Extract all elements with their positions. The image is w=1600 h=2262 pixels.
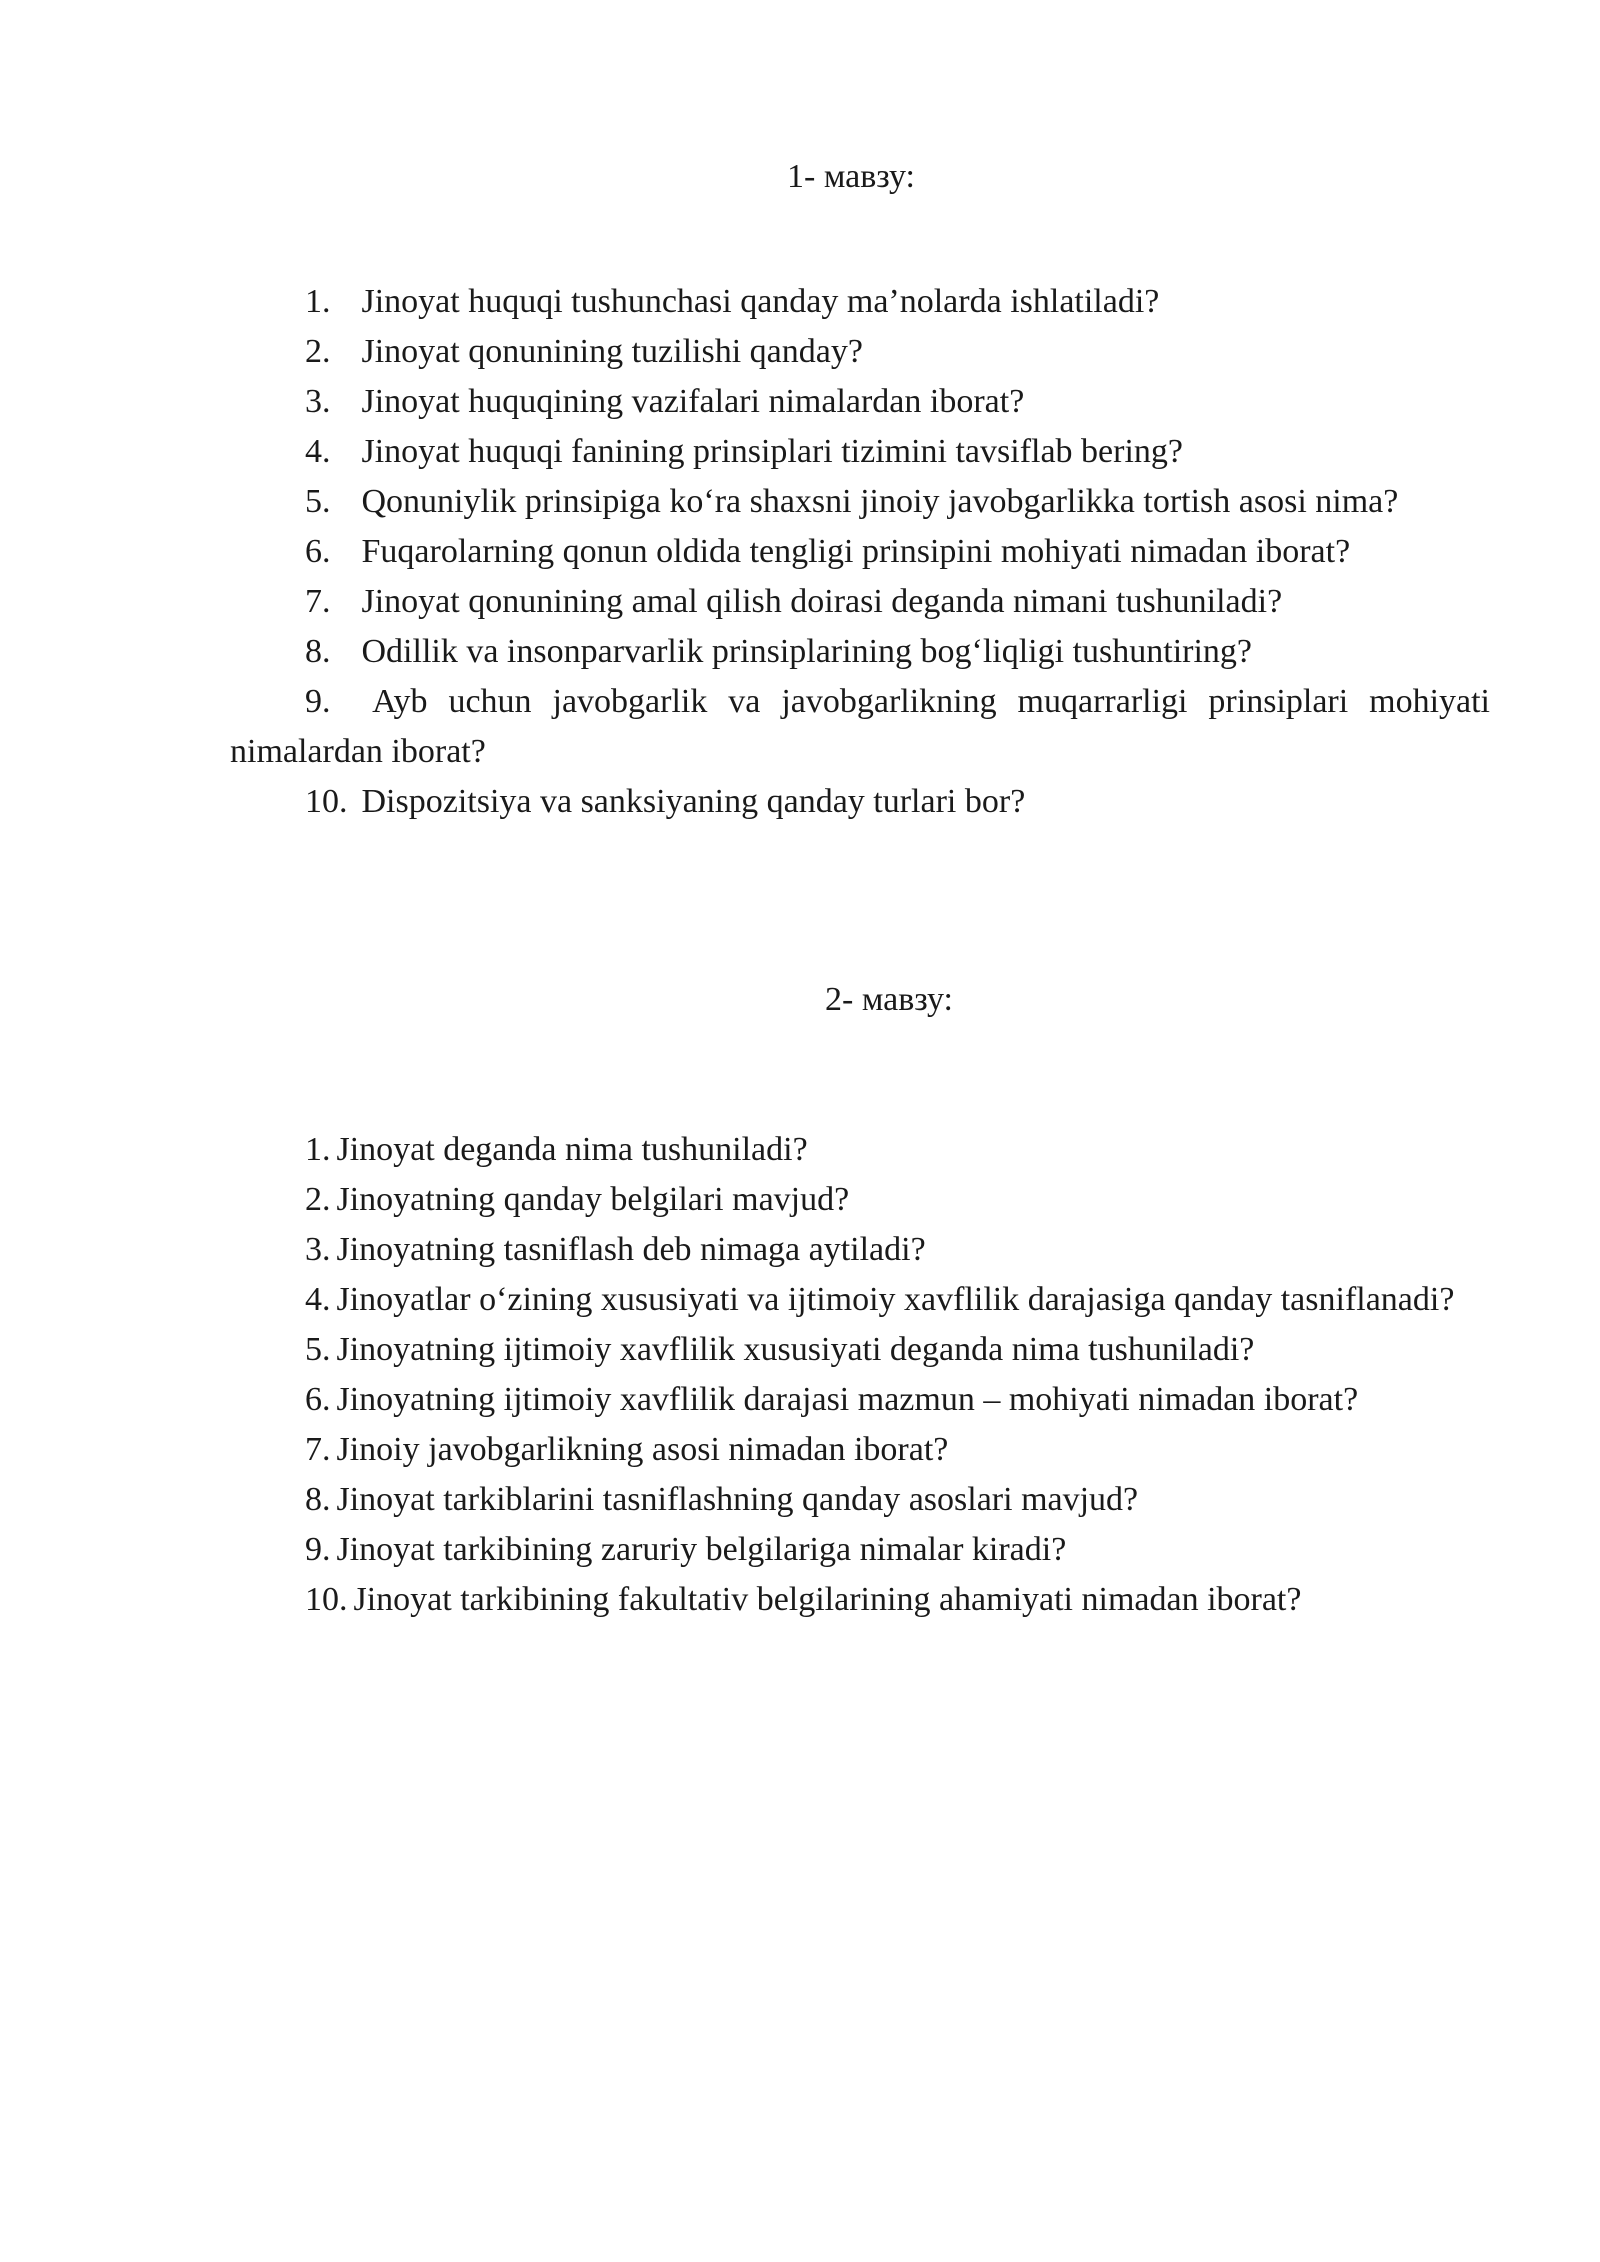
question-text: Jinoyat qonunining amal qilish doirasi deganda nimani tushuniladi? — [361, 583, 1283, 620]
list-item — [230, 777, 1490, 827]
question-number: 10. — [305, 783, 348, 820]
question-number: 6. — [305, 533, 331, 570]
list-item — [230, 627, 1490, 677]
question-text: Jinoyatlar o‘zining xususiyati va ijtimoiy xavflilik darajasiga qanday tasniflanadi? — [336, 1281, 1455, 1318]
question-number: 6. — [305, 1381, 331, 1418]
question-text: Jinoyatning qanday belgilari mavjud? — [336, 1181, 850, 1218]
question-text: Jinoyat tarkibining zaruriy belgilariga nimalar kiradi? — [336, 1531, 1067, 1568]
question-text: Jinoiy javobgarlikning asosi nimadan iborat? — [336, 1431, 949, 1468]
question-number: 9. — [305, 683, 331, 720]
question-number: 9. — [305, 1531, 331, 1568]
question-text: Jinoyat huquqining vazifalari nimalardan iborat? — [361, 383, 1025, 420]
question-text: Jinoyat huquqi fanining prinsiplari tizimini tavsiflab bering? — [361, 433, 1184, 470]
list-item — [230, 477, 1490, 527]
list-item — [230, 577, 1490, 627]
question-number: 4. — [305, 1281, 331, 1318]
section-2-question-list — [230, 1125, 1490, 1625]
question-text: Jinoyatning ijtimoiy xavflilik darajasi mazmun – mohiyati nimadan iborat? — [336, 1381, 1359, 1418]
section-1-question-list — [230, 277, 1490, 827]
question-text: Odillik va insonparvarlik prinsiplarining bog‘liqligi tushuntiring? — [361, 633, 1253, 670]
question-number: 1. — [305, 283, 331, 320]
list-item — [230, 1175, 1490, 1225]
question-text: Jinoyatning ijtimoiy xavflilik xususiyati deganda nima tushuniladi? — [336, 1331, 1255, 1368]
question-text: Jinoyat tarkiblarini tasniflashning qanday asoslari mavjud? — [336, 1481, 1139, 1518]
list-item — [230, 1475, 1490, 1525]
list-item — [230, 1125, 1490, 1175]
list-item — [230, 677, 1490, 777]
list-item — [230, 277, 1490, 327]
list-item — [230, 1575, 1490, 1625]
list-item — [230, 1225, 1490, 1275]
question-text: Dispozitsiya va sanksiyaning qanday turlari bor? — [361, 783, 1026, 820]
question-number: 4. — [305, 433, 331, 470]
question-text: Jinoyat huquqi tushunchasi qanday ma’nolarda ishlatiladi? — [361, 283, 1160, 320]
question-number: 10. — [305, 1581, 348, 1618]
question-text: Ayb uchun javobgarlik va javobgarlikning muqarrarligi prinsiplari mohiyati nimalardan iborat? — [230, 683, 1491, 770]
question-text: Jinoyat qonunining tuzilishi qanday? — [361, 333, 863, 370]
question-number: 8. — [305, 633, 331, 670]
list-item — [230, 1375, 1490, 1425]
list-item — [230, 1275, 1490, 1325]
question-text: Jinoyat deganda nima tushuniladi? — [336, 1131, 808, 1168]
question-number: 3. — [305, 1231, 331, 1268]
question-number: 5. — [305, 483, 331, 520]
question-text: Jinoyat tarkibining fakultativ belgilarining ahamiyati nimadan iborat? — [353, 1581, 1302, 1618]
list-item — [230, 1525, 1490, 1575]
question-number: 5. — [305, 1331, 331, 1368]
question-number: 7. — [305, 1431, 331, 1468]
list-item — [230, 1425, 1490, 1475]
list-item — [230, 327, 1490, 377]
question-text: Qonuniylik prinsipiga ko‘ra shaxsni jinoiy javobgarlikka tortish asosi nima? — [361, 483, 1399, 520]
list-item — [230, 377, 1490, 427]
question-number: 3. — [305, 383, 331, 420]
section-2-heading: 2- мавзу: — [825, 981, 953, 1018]
list-item — [230, 427, 1490, 477]
question-number: 7. — [305, 583, 331, 620]
list-item — [230, 1325, 1490, 1375]
question-text: Jinoyatning tasniflash deb nimaga aytiladi? — [336, 1231, 926, 1268]
list-item — [230, 527, 1490, 577]
question-text: Fuqarolarning qonun oldida tengligi prinsipini mohiyati nimadan iborat? — [361, 533, 1351, 570]
question-number: 2. — [305, 333, 331, 370]
section-1-heading: 1- мавзу: — [787, 158, 915, 195]
question-number: 1. — [305, 1131, 331, 1168]
question-number: 8. — [305, 1481, 331, 1518]
question-number: 2. — [305, 1181, 331, 1218]
